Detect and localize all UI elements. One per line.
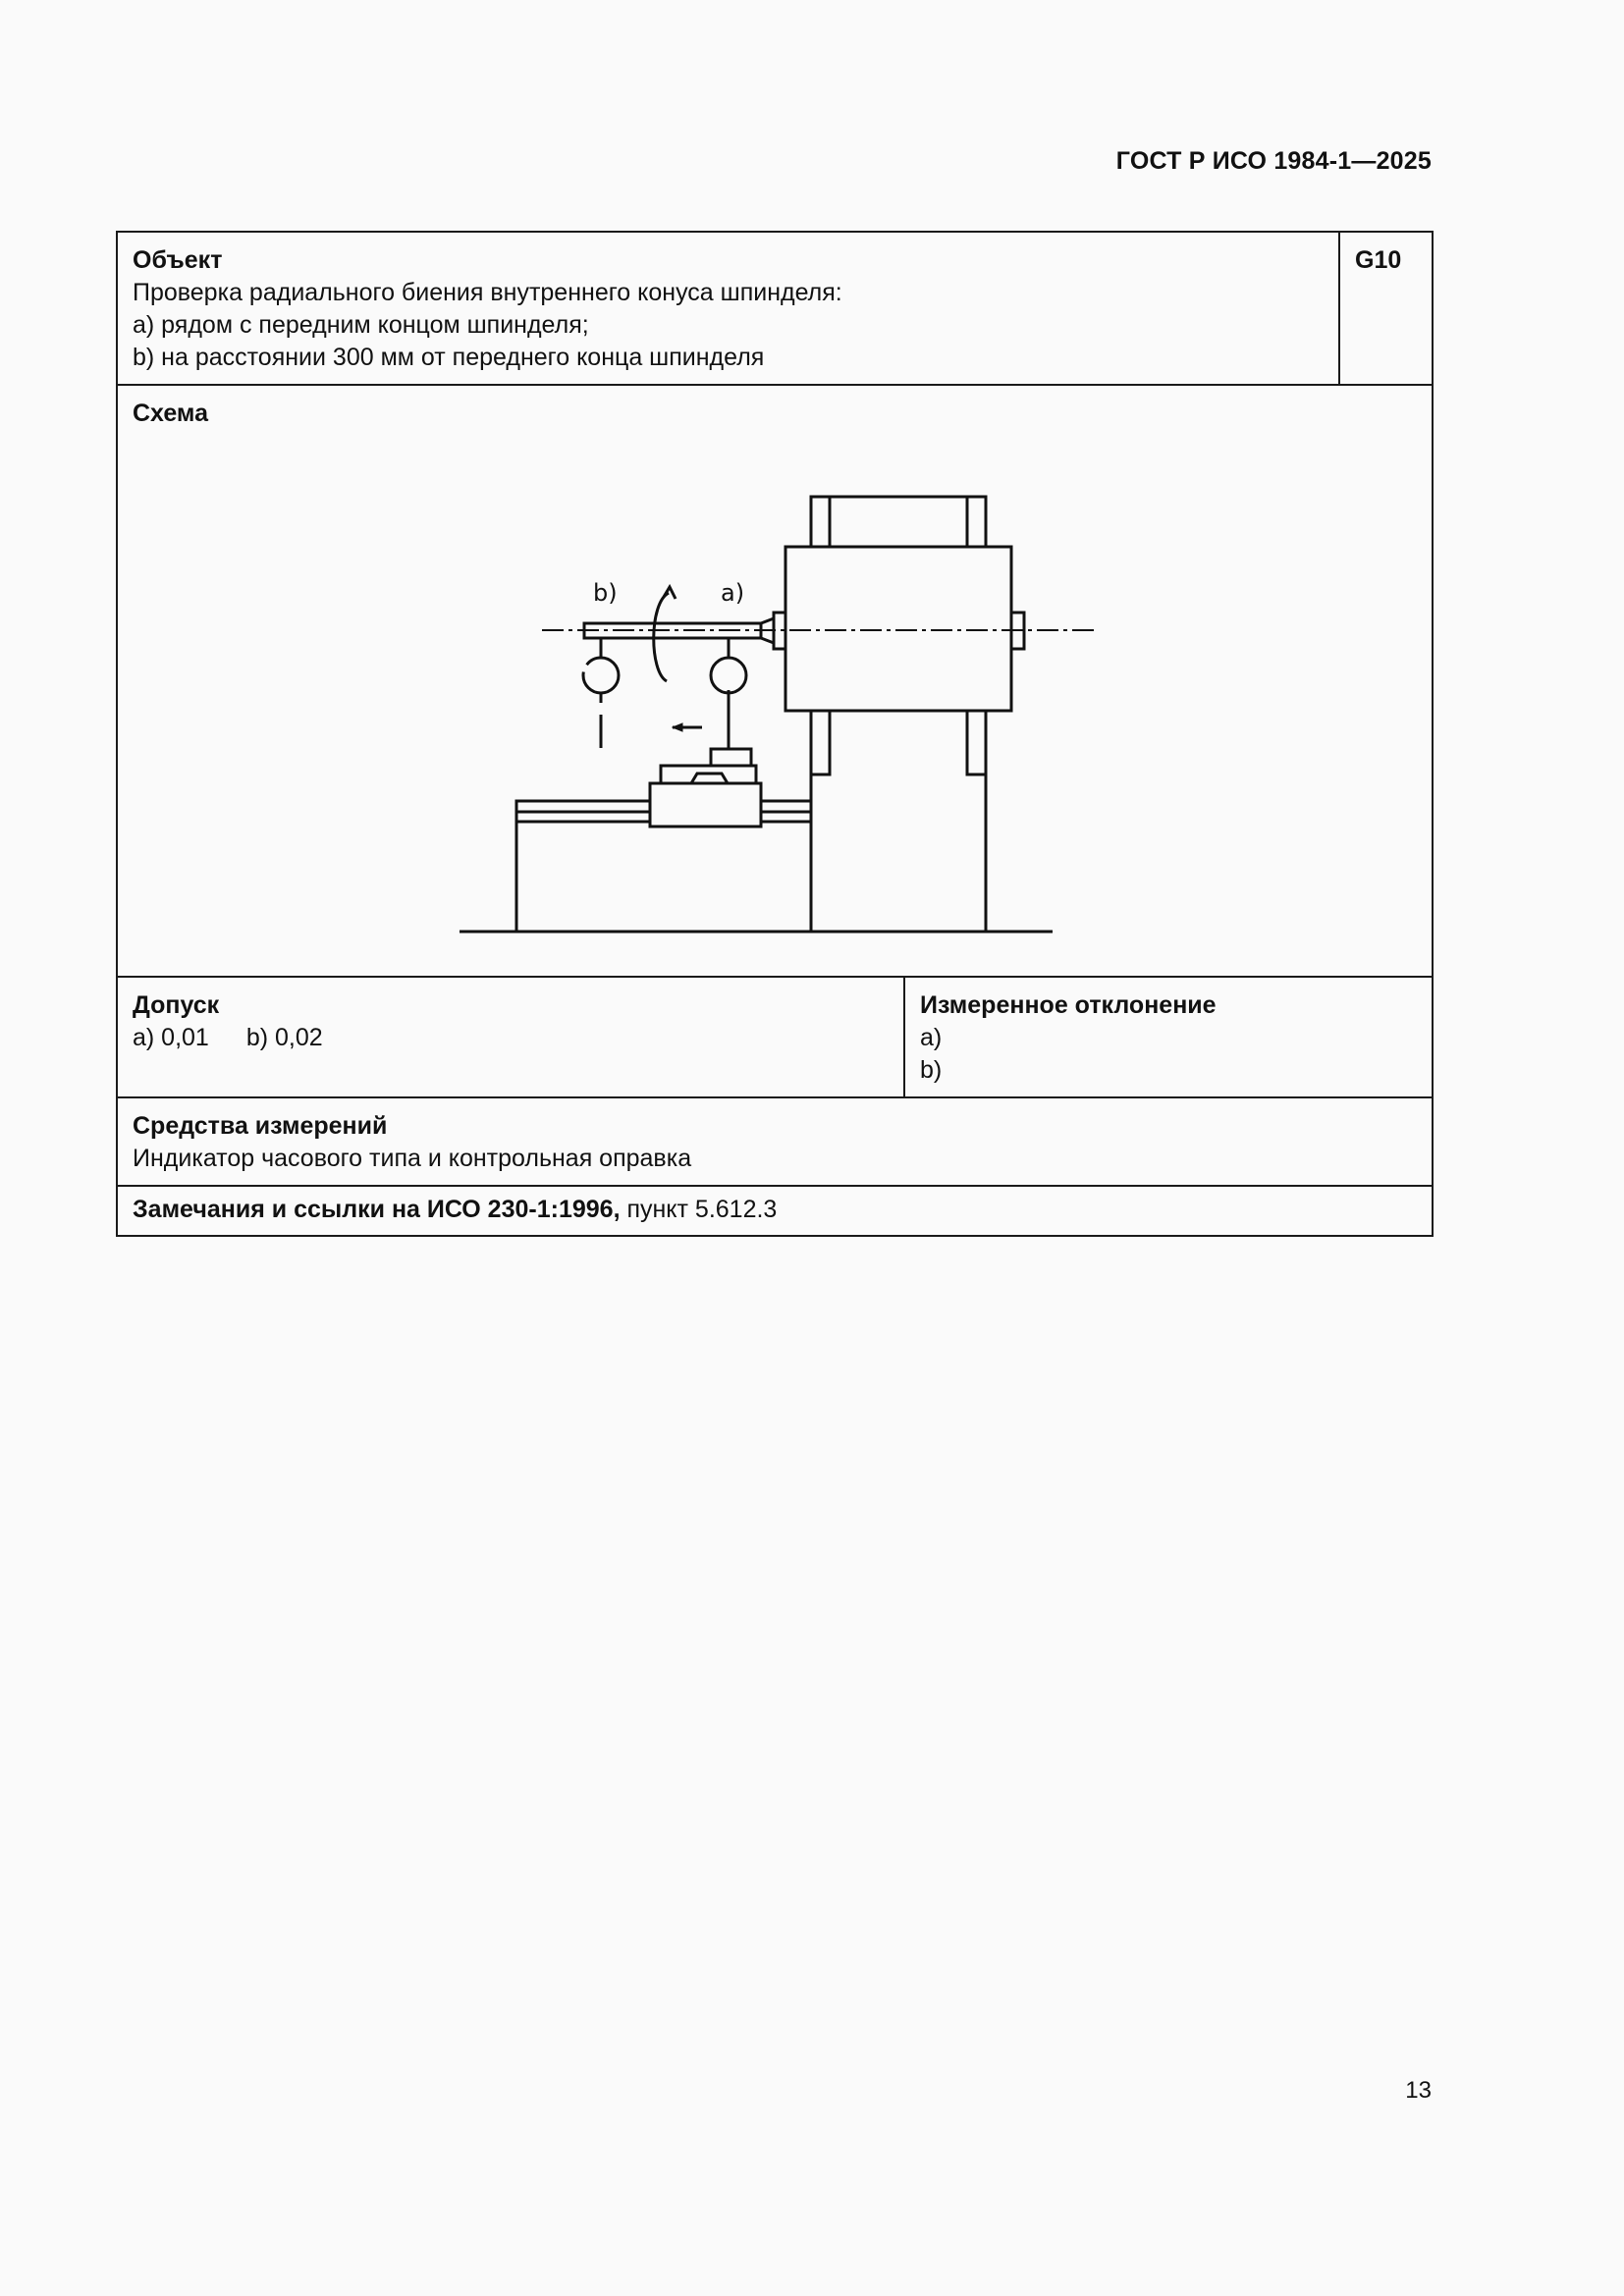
column-rail-right-top [967,497,986,547]
instruments-text: Индикатор часового типа и контрольная оправка [133,1145,692,1172]
test-code: G10 [1355,246,1402,274]
tolerance-b: b) 0,02 [245,1024,323,1051]
schema-heading: Схема [133,400,208,427]
stand-base [711,749,751,766]
column-rail-left-top [811,497,830,547]
remarks-row [117,1186,1433,1236]
spindle-runout-schematic [118,430,1430,968]
page-number: 13 [1405,2077,1432,2104]
direction-arrowhead [673,723,682,731]
test-code-cell [1339,232,1433,385]
measured-b: b) [920,1056,943,1084]
remarks-cell [117,1186,1433,1236]
tolerance-cell [117,977,904,1097]
schema-row [117,385,1433,977]
tolerance-a: a) 0,01 [133,1024,209,1051]
instruments-cell [117,1097,1433,1186]
tolerance-heading: Допуск [133,991,220,1019]
tolerance-row [117,977,1433,1097]
instruments-row [117,1097,1433,1186]
measured-a: a) [920,1024,943,1051]
object-line-1: Проверка радиального биения внутреннего конуса шпинделя: [133,279,842,306]
measured-deviation-cell [904,977,1433,1097]
object-line-3: b) на расстоянии 300 мм от переднего конца шпинделя [133,344,765,371]
object-cell [117,232,1339,385]
indicator-a [711,658,746,693]
indicator-b [583,658,619,693]
object-row [117,232,1433,385]
spindle-head [785,547,1011,711]
object-heading: Объект [133,246,223,274]
schema-cell [117,385,1433,977]
slide-block [650,783,761,827]
remarks-text: пункт 5.612.3 [620,1196,778,1223]
measured-heading: Измеренное отклонение [920,991,1217,1019]
label-position-a: a) [721,579,745,607]
label-position-b: b) [593,579,618,607]
instruments-heading: Средства измерений [133,1112,388,1140]
standard-designation: ГОСТ Р ИСО 1984-1—2025 [1115,147,1432,175]
object-line-2: a) рядом с передним концом шпинделя; [133,311,589,339]
column-rail-left-bottom [811,711,830,774]
remarks-heading: Замечания и ссылки на ИСО 230-1:1996, [133,1196,621,1223]
column-rail-right-bottom [967,711,986,774]
test-sheet-table [116,231,1434,1237]
